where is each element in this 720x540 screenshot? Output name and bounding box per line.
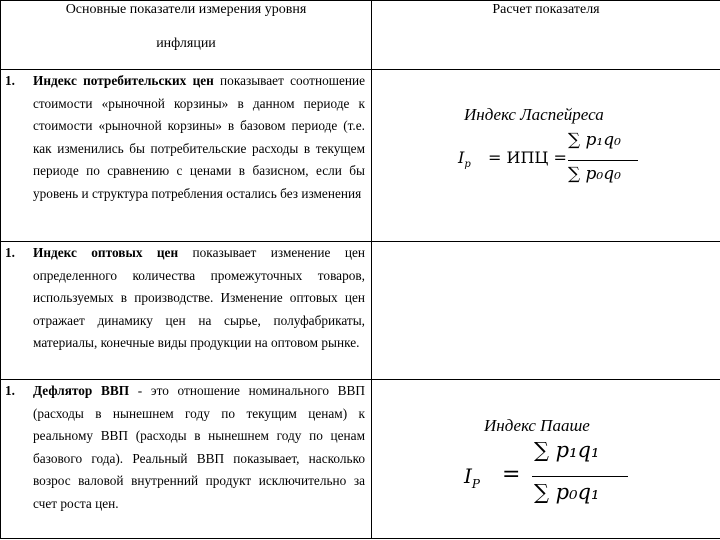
paasche-fraction-line [532, 476, 628, 477]
row1-term: Индекс потребительских цен [33, 73, 214, 88]
row2-number: 1. [5, 245, 15, 260]
paasche-equals: = [502, 462, 521, 487]
laspeyres-fraction-line [568, 160, 638, 161]
row3-description: - это отношение номинального ВВП (расходы в нынешнем году по текущим ценам) к реальному ВВП (расходы в нынешнем году по ценам базового года). Реальный ВВП показывает, насколько возрос валовой внутренний продукт исключительно за счет роста цен. [33, 383, 366, 511]
paasche-denominator: ∑ p₀q₁ [534, 480, 600, 504]
row1-formula-cell [372, 70, 720, 242]
row1-description: показывает соотношение стоимости «рыночной корзины» в данном периоде к стоимости «рыночной корзины» в базовом периоде (т.е. как изменились бы потребительские расходы в текущем периоде по сравнению с ценами в базисном, если бы уровень и структура потребления остались без изменения [33, 73, 365, 201]
row3-number: 1. [5, 383, 15, 398]
laspeyres-numerator: ∑ p₁q₀ [568, 130, 621, 150]
paasche-title: Индекс Пааше [484, 416, 590, 435]
header-col2: Расчет показателя [372, 1, 720, 70]
row1-number: 1. [5, 73, 15, 88]
row2-description: показывает изменение цен определенного количества промежуточных товаров, используемых в производстве. Изменение оптовых цен отражает динамику цен на сырье, полуфабрикаты, материалы, конечные виды продукции на оптовом рынке. [33, 245, 365, 351]
laspeyres-title: Индекс Ласпейреса [464, 105, 604, 124]
row3-text-cell [1, 380, 372, 539]
paasche-lhs-sub: P [471, 477, 480, 491]
laspeyres-lhs-sub: p [464, 159, 471, 171]
paasche-lhs [464, 464, 480, 491]
laspeyres-equals: = ИПЦ = [488, 148, 567, 167]
paasche-lhs-symbol: I [464, 464, 472, 488]
table-header-row [1, 1, 720, 70]
laspeyres-lhs-symbol: I [458, 148, 465, 167]
table-row [1, 242, 720, 380]
header-col1 [1, 1, 372, 70]
paasche-numerator: ∑ p₁q₁ [534, 438, 600, 462]
row2-formula-cell [372, 242, 720, 380]
row2-term: Индекс оптовых цен [33, 245, 179, 260]
laspeyres-lhs [458, 148, 471, 170]
table-row [1, 70, 720, 242]
table-row [1, 380, 720, 539]
row3-term: Дефлятор ВВП [33, 383, 130, 398]
row3-formula-cell [372, 380, 720, 539]
header-col1-line1: Основные показатели измерения уровня [65, 2, 307, 17]
header-col1-line2: инфляции [156, 36, 216, 51]
laspeyres-denominator: ∑ p₀q₀ [568, 164, 621, 184]
row1-text-cell [1, 70, 372, 242]
row2-text-cell [1, 242, 372, 380]
